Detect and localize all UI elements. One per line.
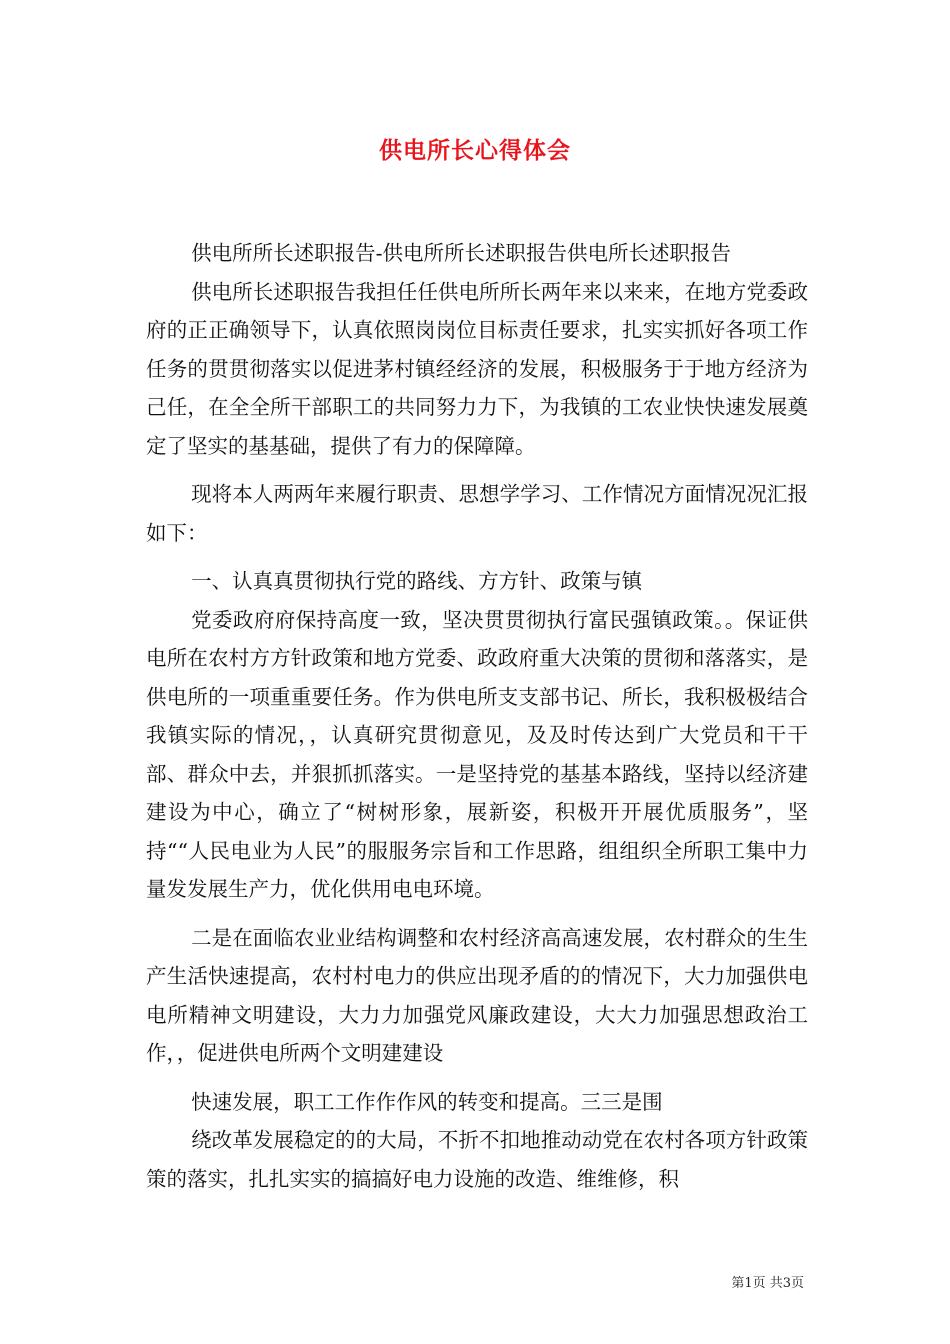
paragraph-5: 党委政府府保持高度一致，坚决贯贯彻执行富民强镇政策。。保证供电所在农村方方针政策和地方党委、政政府重大决策的贯彻和落落实，是供电所的一项重重要任务。作为供电所支支部书记、所长，我积极极结合我镇实际的情况，，认真研究贯彻意见，及及时传达到广大党员和干干部、群众中去，并狠抓抓落实。一是坚持党的基基本路线，坚持以经济建建设为中心，确立了“树树形象，展新姿，积极开开展优质服务”，坚持““人民电业为人民”的服服务宗旨和工作思路，组组织全所职工集中力量发发展生产力，优化供用电电环境。 bbox=[146, 607, 808, 901]
paragraph-1: 供电所所长述职报告-供电所所长述职报告供电所长述职报告 bbox=[191, 241, 732, 265]
paragraph-4: 一、认真真贯彻执行党的路线、方方针、政策与镇 bbox=[191, 569, 643, 593]
document-body bbox=[146, 234, 808, 1198]
document-title: 供电所长心得体会 bbox=[379, 137, 571, 164]
paragraph-8: 绕改革发展稳定的的大局，不折不扣地推动动党在农村各项方针政策策的落实，扎扎实实的搞搞好电力设施的改造、维维修，积 bbox=[146, 1128, 808, 1191]
page-number: 第1页 共3页 bbox=[731, 1276, 804, 1291]
paragraph-2: 供电所长述职报告我担任任供电所所长两年来以来来，在地方党委政府的正正确领导下，认真依照岗岗位目标责任要求，扎实实抓好各项工作任务的贯贯彻落实以促进茅村镇经经济的发展，积极服务于于地方经济为己任，在全全所干部职工的共同努力力下，为我镇的工农业快快速发展奠定了坚实的基基础，提供了有力的保障障。 bbox=[146, 279, 808, 458]
paragraph-7: 快速发展，职工工作作作风的转变和提高。三三是围 bbox=[191, 1089, 663, 1114]
paragraph-3: 现将本人两两年来履行职责、思想学学习、工作情况方面情况况汇报如下： bbox=[146, 482, 808, 545]
paragraph-6: 二是在面临农业业结构调整和农村经济高高速发展，农村群众的生生产生活快速提高，农村村电力的供应出现矛盾的的情况下，大力加强供电电所精神文明建设，大力力加强党风廉政建设，大大力加强思想政治工作，，促进供电所两个文明建建设 bbox=[146, 925, 808, 1065]
